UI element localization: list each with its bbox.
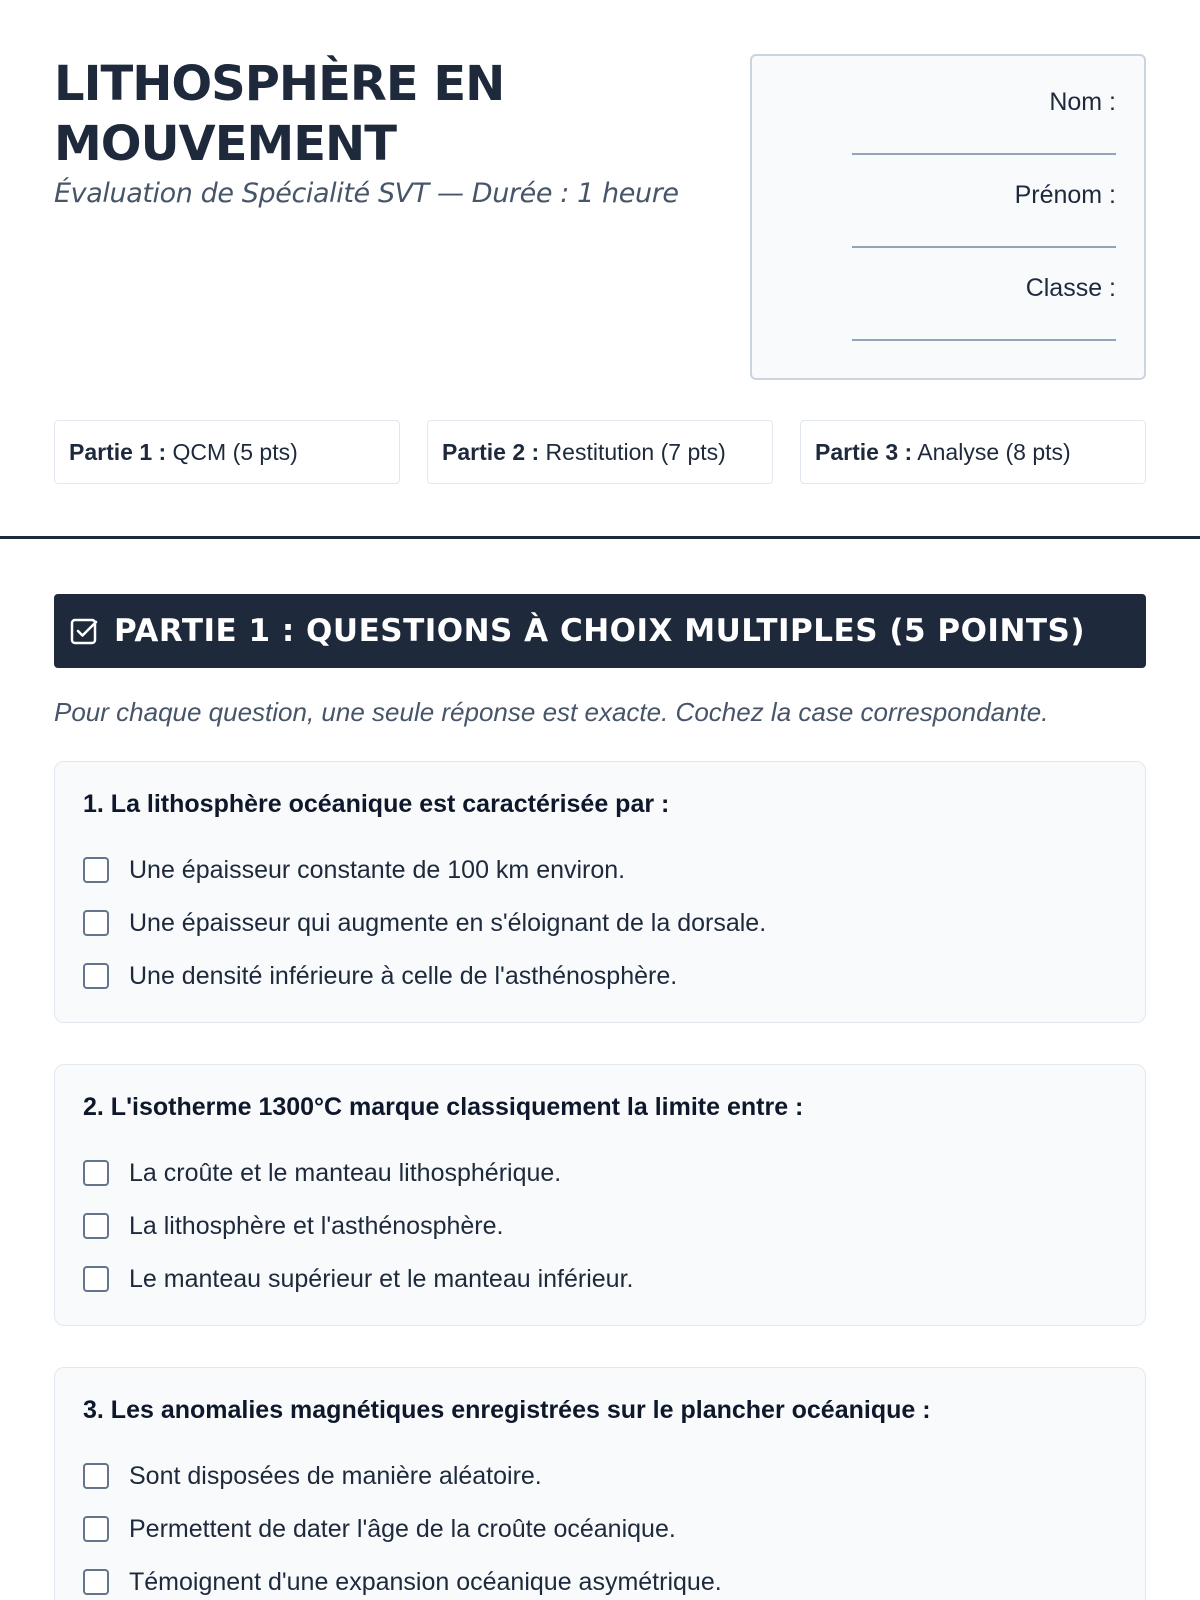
section-1-header xyxy=(54,594,1146,668)
question-card-3 xyxy=(54,1367,1146,1600)
prenom-label: Prénom : xyxy=(1014,181,1116,209)
option-label: Témoignent d'une expansion océanique asymétrique. xyxy=(129,1568,722,1596)
student-info-box xyxy=(750,54,1146,380)
part-3-desc: Analyse (8 pts) xyxy=(917,439,1071,465)
checkbox[interactable] xyxy=(83,1516,109,1542)
option-label: La lithosphère et l'asthénosphère. xyxy=(129,1212,504,1240)
part-2-desc: Restitution (7 pts) xyxy=(545,439,726,465)
section-1-instructions: Pour chaque question, une seule réponse est exacte. Cochez la case correspondante. xyxy=(54,697,1049,727)
part-2-label: Partie 2 : xyxy=(442,439,540,465)
section-1-title: PARTIE 1 : QUESTIONS À CHOIX MULTIPLES (5 POINTS) xyxy=(114,613,1086,649)
header-divider xyxy=(0,536,1200,539)
checkbox[interactable] xyxy=(83,1213,109,1239)
question-1-title: 1. La lithosphère océanique est caractérisée par : xyxy=(83,790,670,818)
checkbox[interactable] xyxy=(83,1463,109,1489)
nom-row xyxy=(850,88,1116,117)
question-3-option-c[interactable] xyxy=(83,1567,1123,1597)
page-title-line-1: LITHOSPHÈRE EN xyxy=(54,56,505,112)
question-2-option-b[interactable] xyxy=(83,1211,1123,1241)
option-label: Une densité inférieure à celle de l'asthénosphère. xyxy=(129,962,678,990)
classe-row xyxy=(850,274,1116,303)
nom-label: Nom : xyxy=(1049,88,1116,116)
part-1-desc: QCM (5 pts) xyxy=(172,439,298,465)
option-label: La croûte et le manteau lithosphérique. xyxy=(129,1159,562,1187)
question-2-title: 2. L'isotherme 1300°C marque classiquement la limite entre : xyxy=(83,1093,804,1121)
question-2-option-a[interactable] xyxy=(83,1158,1123,1188)
checkbox[interactable] xyxy=(83,857,109,883)
checkbox[interactable] xyxy=(83,1266,109,1292)
page-title-line-2: MOUVEMENT xyxy=(54,116,396,172)
parts-summary xyxy=(54,420,1146,484)
checkbox[interactable] xyxy=(83,1569,109,1595)
option-label: Permettent de dater l'âge de la croûte océanique. xyxy=(129,1515,676,1543)
prenom-field[interactable] xyxy=(852,246,1116,248)
nom-field[interactable] xyxy=(852,153,1116,155)
option-label: Une épaisseur qui augmente en s'éloignant de la dorsale. xyxy=(129,909,767,937)
page-title xyxy=(54,54,734,174)
option-label: Une épaisseur constante de 100 km environ. xyxy=(129,856,626,884)
option-label: Le manteau supérieur et le manteau inférieur. xyxy=(129,1265,634,1293)
exam-header xyxy=(54,54,1146,380)
part-1-label: Partie 1 : xyxy=(69,439,167,465)
option-label: Sont disposées de manière aléatoire. xyxy=(129,1462,542,1490)
question-3-option-a[interactable] xyxy=(83,1461,1123,1491)
question-1-option-a[interactable] xyxy=(83,855,1123,885)
question-2-option-c[interactable] xyxy=(83,1264,1123,1294)
question-1-option-b[interactable] xyxy=(83,908,1123,938)
question-card-1 xyxy=(54,761,1146,1023)
exam-subtitle: Évaluation de Spécialité SVT — Durée : 1 heure xyxy=(54,178,679,209)
checkbox[interactable] xyxy=(83,963,109,989)
question-1-option-c[interactable] xyxy=(83,961,1123,991)
part-1-badge xyxy=(54,420,400,484)
classe-label: Classe : xyxy=(1025,274,1116,302)
checkbox-square-icon xyxy=(70,617,98,645)
question-3-option-b[interactable] xyxy=(83,1514,1123,1544)
part-3-badge xyxy=(800,420,1146,484)
question-3-title: 3. Les anomalies magnétiques enregistrées sur le plancher océanique : xyxy=(83,1396,931,1424)
checkbox[interactable] xyxy=(83,1160,109,1186)
question-card-2 xyxy=(54,1064,1146,1326)
classe-field[interactable] xyxy=(852,339,1116,341)
checkbox[interactable] xyxy=(83,910,109,936)
part-2-badge xyxy=(427,420,773,484)
prenom-row xyxy=(850,181,1116,210)
part-3-label: Partie 3 : xyxy=(815,439,913,465)
